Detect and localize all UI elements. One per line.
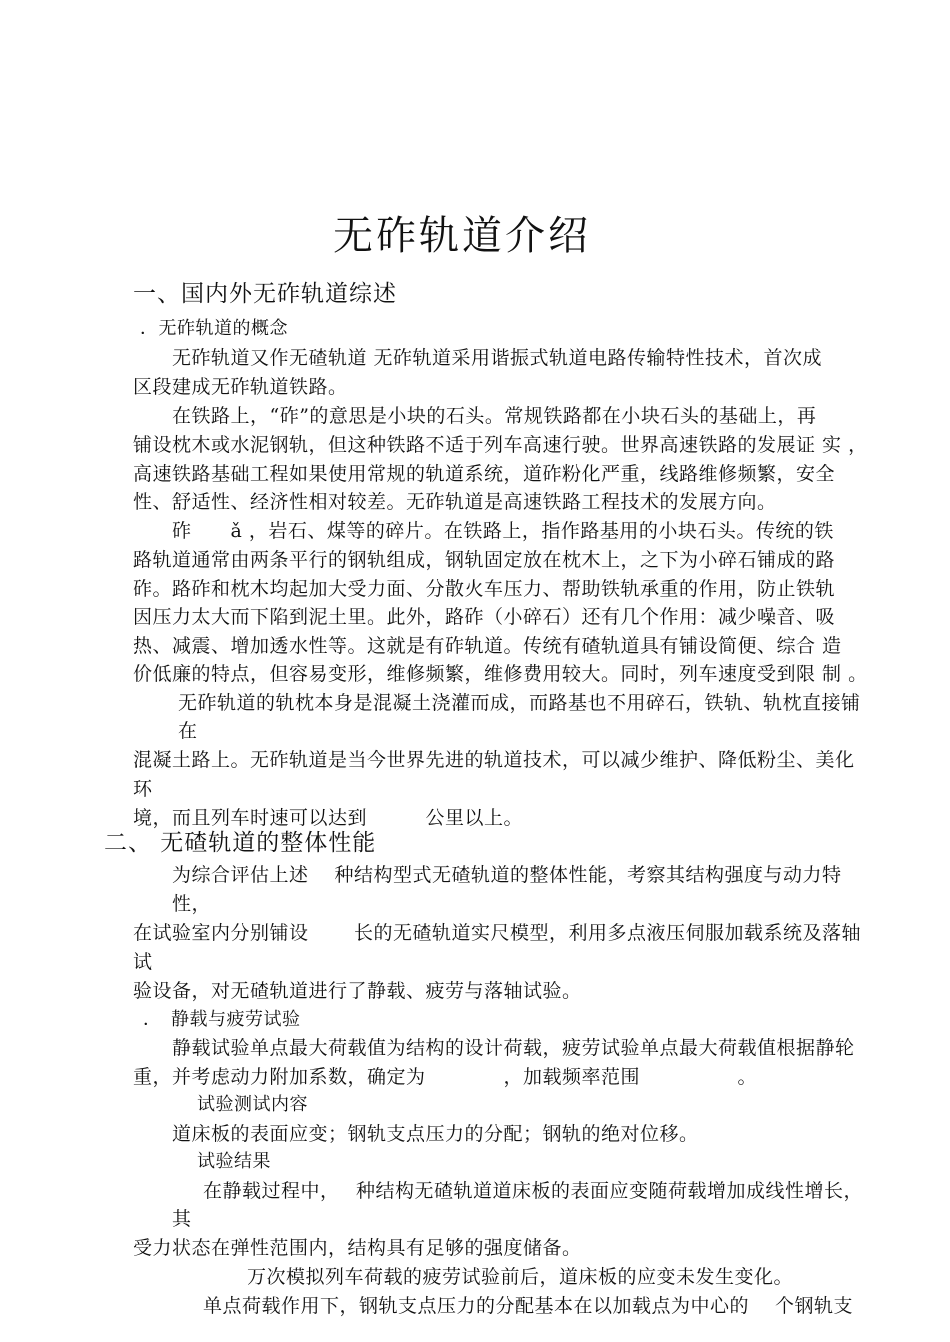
paragraph-line: 无砟轨道的轨枕本身是混凝土浇灌而成，而路基也不用碎石，铁轨、轨枕直接铺 (178, 692, 861, 714)
paragraph-line: 因压力太大而下陷到泥土里。此外，路砟（小碎石）还有几个作用：减少噪音、吸 (133, 606, 836, 628)
paragraph-line: 环 (133, 778, 153, 800)
paragraph-line: 无砟轨道又作无碴轨道 无砟轨道采用谐振式轨道电路传输特性技术，首次成 (172, 347, 823, 369)
paragraph-line: 试 (133, 951, 153, 973)
paragraph-line: 混凝土路上。无砟轨道是当今世界先进的轨道技术，可以减少维护、降低粉尘、美化 (133, 749, 855, 771)
subsection-heading: 试验测试内容 (197, 1094, 308, 1115)
paragraph-line: 路轨道通常由两条平行的钢轨组成，钢轨固定放在枕木上，之下为小碎石铺成的路 (133, 549, 836, 571)
paragraph-line: 砟。路砟和枕木均起加大受力面、分散火车压力、帮助铁轨承重的作用，防止铁轨 (133, 578, 836, 600)
paragraph-line: 为综合评估上述 种结构型式无碴轨道的整体性能，考察其结构强度与动力特 (172, 864, 842, 886)
paragraph-line: 验设备，对无碴轨道进行了静载、疲劳与落轴试验。 (133, 980, 582, 1002)
subsection-heading: ．无砟轨道的概念 (140, 318, 288, 339)
section-heading-2: 二、 无碴轨道的整体性能 (104, 830, 377, 856)
paragraph-line: 铺设枕木或水泥钢轨，但这种铁路不适于列车高速行驶。世界高速铁路的发展证 实 ， (133, 434, 868, 456)
paragraph-line: 区段建成无砟轨道铁路。 (133, 376, 348, 398)
paragraph-line: 性， (172, 893, 212, 915)
paragraph-line: 热、减震、增加透水性等。这就是有砟轨道。传统有碴轨道具有铺设简便、综合 造 (133, 635, 842, 657)
paragraph-line: 在 (178, 720, 198, 742)
subsection-heading: ． 静载与疲劳试验 (143, 1009, 301, 1030)
paragraph-line: 受力状态在弹性范围内，结构具有足够的强度储备。 (133, 1237, 582, 1259)
document-title: 无砟轨道介绍 (333, 213, 591, 259)
paragraph-line: 性、舒适性、经济性相对较差。无砟轨道是高速铁路工程技术的发展方向。 (133, 491, 777, 513)
paragraph-line: 道床板的表面应变；钢轨支点压力的分配；钢轨的绝对位移。 (172, 1123, 699, 1145)
subsection-heading: 试验结果 (197, 1151, 271, 1172)
paragraph-line: 静载试验单点最大荷载值为结构的设计荷载，疲劳试验单点最大荷载值根据静轮 (172, 1037, 855, 1059)
paragraph-line: 其 (172, 1208, 192, 1230)
paragraph-line: 万次模拟列车荷载的疲劳试验前后，道床板的应变未发生变化。 (247, 1266, 794, 1288)
section-heading-1: 一、国内外无砟轨道综述 (133, 281, 397, 307)
paragraph-line: 单点荷载作用下，钢轨支点压力的分配基本在以加载点为中心的 个钢轨支 (203, 1295, 854, 1317)
paragraph-line: 价低廉的特点，但容易变形，维修频繁，维修费用较大。同时，列车速度受到限 制 。 (133, 663, 868, 685)
paragraph-line: 境，而且列车时速可以达到 公里以上。 (133, 807, 524, 829)
paragraph-line: 高速铁路基础工程如果使用常规的轨道系统，道砟粉化严重，线路维修频繁，安全 (133, 463, 836, 485)
paragraph-line: 在试验室内分别铺设 长的无碴轨道实尺模型，利用多点液压伺服加载系统及落轴 (133, 922, 862, 944)
paragraph-line: 在静载过程中， 种结构无碴轨道道床板的表面应变随荷载增加成线性增长， (203, 1180, 864, 1202)
paragraph-line: 在铁路上，“砟”的意思是小块的石头。常规铁路都在小块石头的基础上，再 (172, 405, 817, 427)
paragraph-line: 砟 ǎ ，岩石、煤等的碎片。在铁路上，指作路基用的小块石头。传统的铁 (172, 520, 834, 542)
paragraph-line: 重，并考虑动力附加系数，确定为 ，加载频率范围 。 (133, 1066, 758, 1088)
